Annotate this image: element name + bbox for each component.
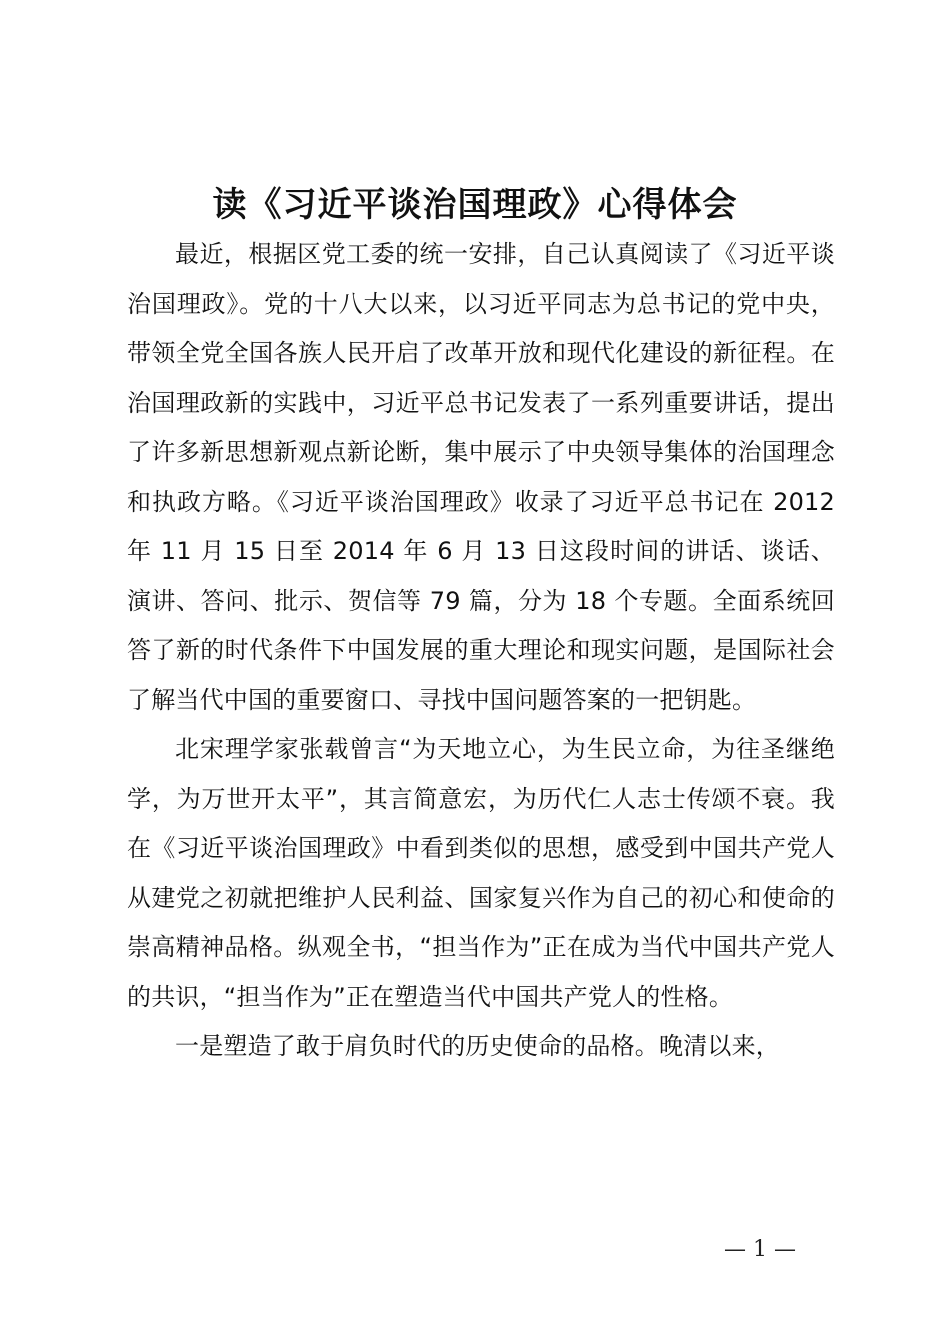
document-body xyxy=(127,230,835,1072)
page-number: — 1 — xyxy=(724,1237,796,1262)
document-title: 读《习近平谈治国理政》心得体会 xyxy=(212,185,738,225)
paragraph-2: 北宋理学家张载曾言“为天地立心，为生民立命，为往圣继绝学，为万世开太平”，其言简意宏，为历代仁人志士传颂不衰。我在《习近平谈治国理政》中看到类似的思想，感受到中国共产党人从建党之初就把维护人民利益、国家复兴作为自己的初心和使命的崇高精神品格。纵观全书，“担当作为”正在成为当代中国共产党人的共识，“担当作为”正在塑造当代中国共产党人的性格。 xyxy=(127,735,835,1011)
paragraph-1: 最近，根据区党工委的统一安排，自己认真阅读了《习近平谈治国理政》。党的十八大以来，以习近平同志为总书记的党中央，带领全党全国各族人民开启了改革开放和现代化建设的新征程。在治国理政新的实践中，习近平总书记发表了一系列重要讲话，提出了许多新思想新观点新论断，集中展示了中央领导集体的治国理念和执政方略。《习近平谈治国理政》收录了习近平总书记在 2012 年 11 月 15 日至 2014 年 6 月 13 日这段时间的讲话、谈话、演讲、答问、批示、贺信等 79 篇，分为 18 个专题。全面系统回答了新的时代条件下中国发展的重大理论和现实问题，是国际社会了解当代中国的重要窗口、寻找中国问题答案的一把钥匙。 xyxy=(127,240,835,714)
paragraph-3: 一是塑造了敢于肩负时代的历史使命的品格。晚清以来， xyxy=(175,1032,780,1060)
